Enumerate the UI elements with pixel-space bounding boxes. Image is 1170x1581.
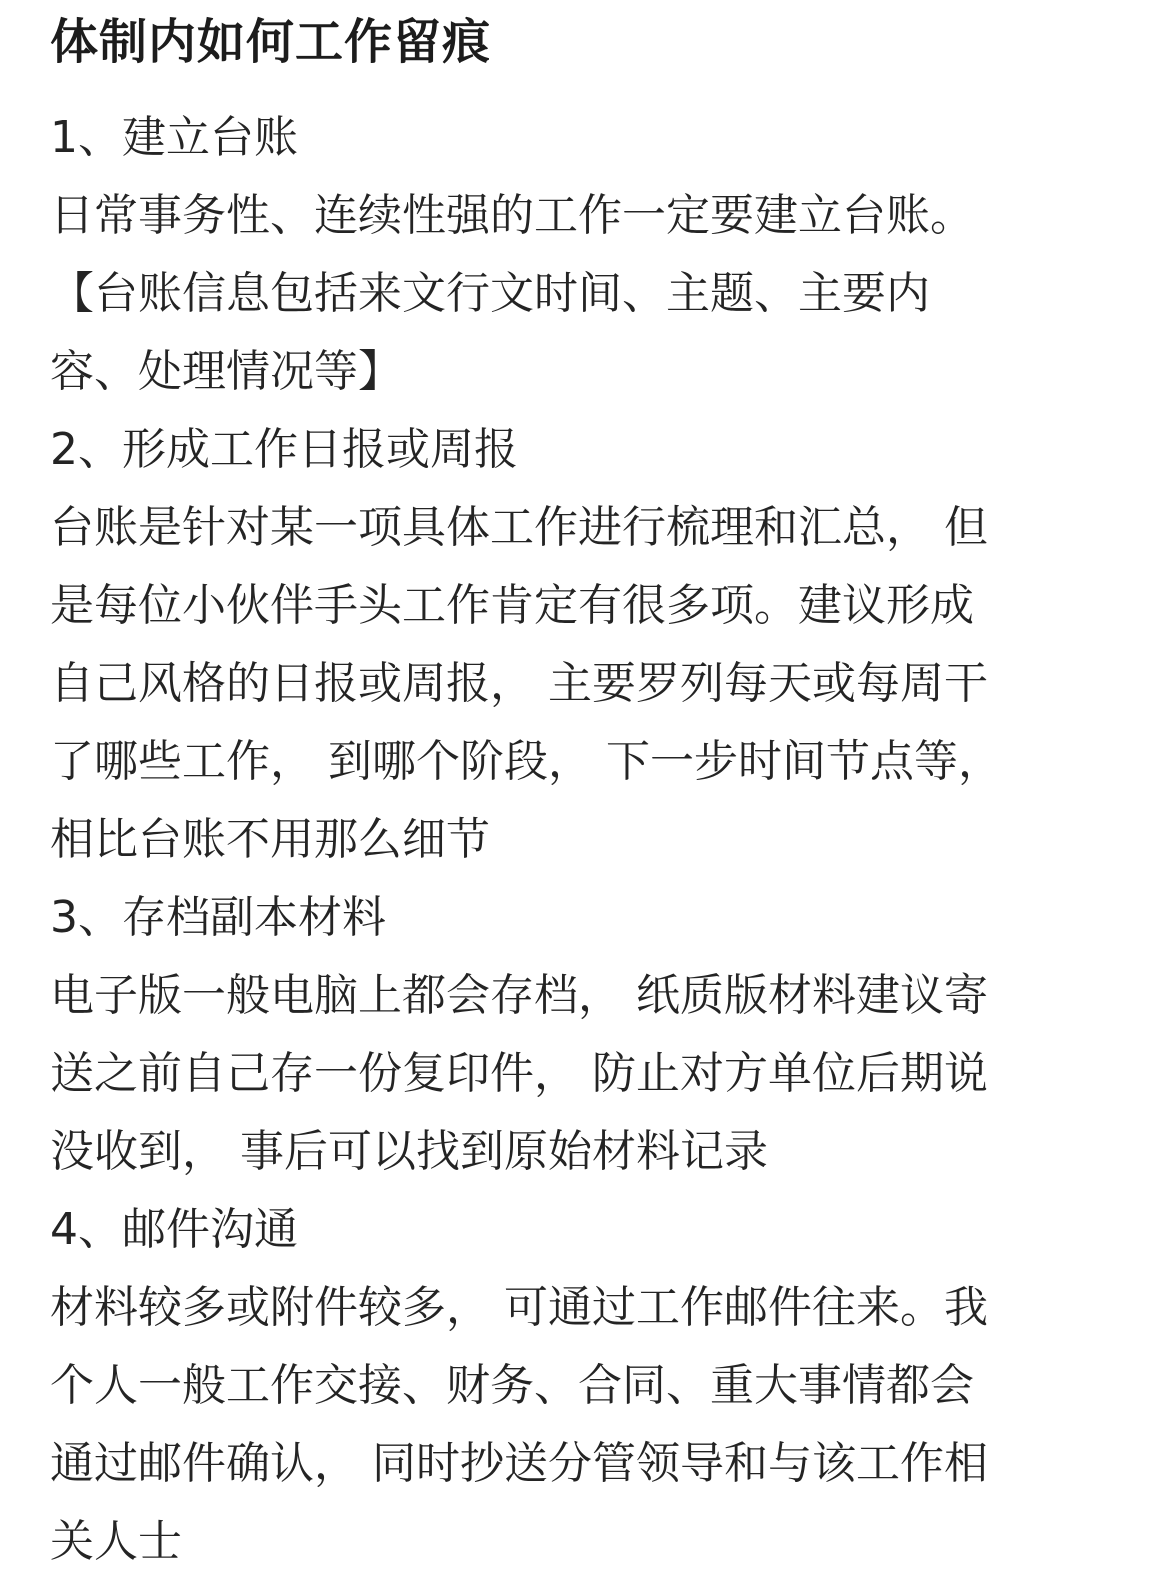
page-title: 体制内如何工作留痕: [50, 14, 492, 70]
section-heading: 2、形成工作日报或周报: [50, 424, 518, 475]
paragraph-line: 自己风格的日报或周报， 主要罗列每天或每周干: [50, 658, 988, 709]
paragraph-line: 没收到， 事后可以找到原始材料记录: [50, 1126, 768, 1177]
paragraph-line: 材料较多或附件较多， 可通过工作邮件往来。我: [50, 1282, 988, 1333]
paragraph-line: 相比台账不用那么细节: [50, 814, 490, 865]
section-ledger: [50, 99, 1110, 411]
note-page: [50, 0, 1110, 1581]
paragraph-line: 【台账信息包括来文行文时间、主题、主要内: [50, 268, 930, 319]
paragraph-line: 是每位小伙伴手头工作肯定有很多项。建议形成: [50, 580, 974, 631]
paragraph-line: 通过邮件确认， 同时抄送分管领导和与该工作相: [50, 1438, 988, 1489]
paragraph-line: 电子版一般电脑上都会存档， 纸质版材料建议寄: [50, 970, 988, 1021]
paragraph-line: 台账是针对某一项具体工作进行梳理和汇总， 但: [50, 502, 988, 553]
paragraph-line: 关人士: [50, 1516, 182, 1567]
paragraph-line: 送之前自己存一份复印件， 防止对方单位后期说: [50, 1048, 988, 1099]
section-daily-report: [50, 411, 1110, 879]
paragraph-line: 了哪些工作， 到哪个阶段， 下一步时间节点等，: [50, 736, 1002, 787]
paragraph-line: 容、处理情况等】: [50, 346, 402, 397]
section-archive-copies: [50, 879, 1110, 1191]
section-email: [50, 1191, 1110, 1581]
paragraph-line: 个人一般工作交接、财务、合同、重大事情都会: [50, 1360, 974, 1411]
section-heading: 3、存档副本材料: [50, 892, 386, 943]
section-heading: 1、建立台账: [50, 112, 298, 163]
section-heading: 4、邮件沟通: [50, 1204, 298, 1255]
paragraph-line: 日常事务性、连续性强的工作一定要建立台账。: [50, 190, 974, 241]
